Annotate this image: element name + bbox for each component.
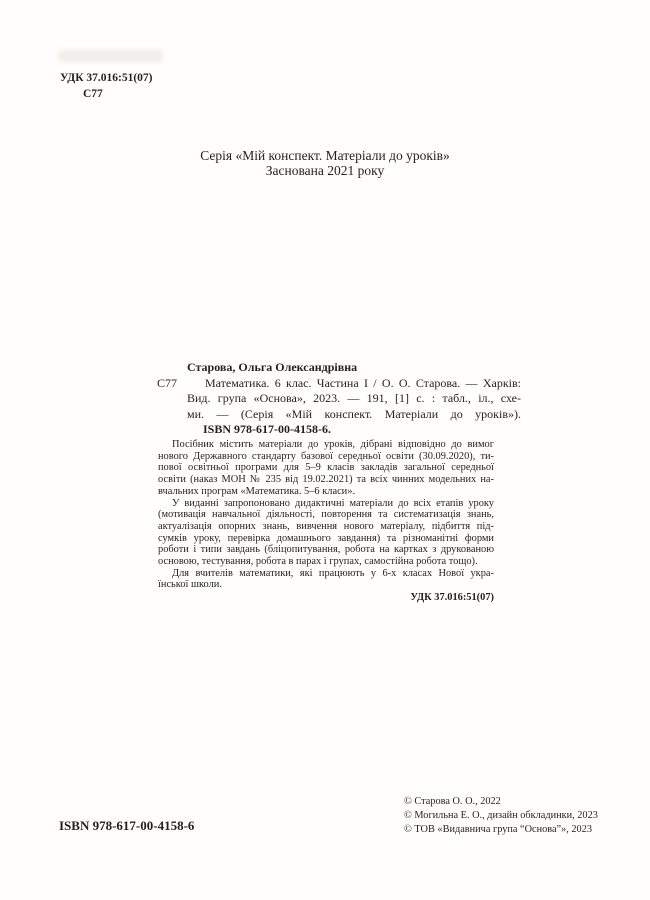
copyright-block <box>404 795 598 837</box>
bibliographic-record <box>157 360 521 438</box>
series-founded: Заснована 2021 року <box>265 162 385 178</box>
annotation-udk-number: УДК 37.016:51(07) <box>410 592 494 604</box>
annotation-line: (мотивація навчальної діяльності, повторення та систематизація знань, <box>158 509 494 521</box>
biblio-author-code: С77 <box>157 375 178 390</box>
udk-classification-block <box>60 70 153 102</box>
biblio-line: ми. — (Серія «Мій конспект. Матеріали до уроків»). <box>187 406 521 421</box>
annotation-line: У виданні запропоновано дидактичні матеріали до всіх етапів уроку <box>172 497 494 509</box>
biblio-line: Вид. група «Основа», 2023. — 191, [1] с. : табл., іл., схе- <box>187 391 521 405</box>
annotation-line: актуалізація опорних знань, вивчення нового матеріалу, підбиття під- <box>158 520 494 532</box>
series-block <box>0 149 650 178</box>
series-title: Серія «Мій конспект. Матеріали до уроків» <box>200 148 450 163</box>
biblio-line: Математика. 6 клас. Частина І / О. О. Старова. — Харків: <box>205 375 521 390</box>
copyright-line: © ТОВ «Видавнича група “Основа”», 2023 <box>404 824 593 835</box>
copyright-line: © Старова О. О., 2022 <box>404 796 501 807</box>
annotation-line: основою, тестування, робота в парах і групах, самостійна робота тощо). <box>158 556 478 568</box>
annotation-line: Для вчителів математики, які працюють у 6-х класах Нової укра- <box>172 567 494 579</box>
copyright-line: © Могильна Е. О., дизайн обкладинки, 2023 <box>404 810 598 821</box>
biblio-isbn: ISBN 978-617-00-4158-6. <box>203 422 331 436</box>
show-through-artifact <box>58 50 163 62</box>
annotation-line: їнської школи. <box>158 579 222 591</box>
annotation-line: нового Державного стандарту базової середньої освіти (30.09.2020), ти- <box>158 450 494 462</box>
author-sign-code: С77 <box>83 88 103 100</box>
annotation-block <box>158 439 494 604</box>
annotation-line: пової освітньої програми для 5–9 класів закладів загальної середньої <box>158 462 494 474</box>
annotation-line: освіти (наказ МОН № 235 від 19.02.2021) та всіх чинних модельних на- <box>158 474 494 486</box>
annotation-line: сумків уроку, перевірка домашнього завдання) та різноманітні форми <box>158 532 494 544</box>
annotation-line: Посібник містить матеріали до уроків, дібрані відповідно до вимог <box>172 439 494 450</box>
footer-isbn: ISBN 978-617-00-4158-6 <box>59 818 195 833</box>
annotation-line: вчальних програм «Математика. 5–6 класи». <box>158 485 356 497</box>
udk-number: УДК 37.016:51(07) <box>60 72 153 84</box>
annotation-line: роботи і типи завдань (бліцопитування, робота на картках з друкованою <box>158 544 494 556</box>
biblio-author: Старова, Ольга Олександрівна <box>187 360 358 374</box>
